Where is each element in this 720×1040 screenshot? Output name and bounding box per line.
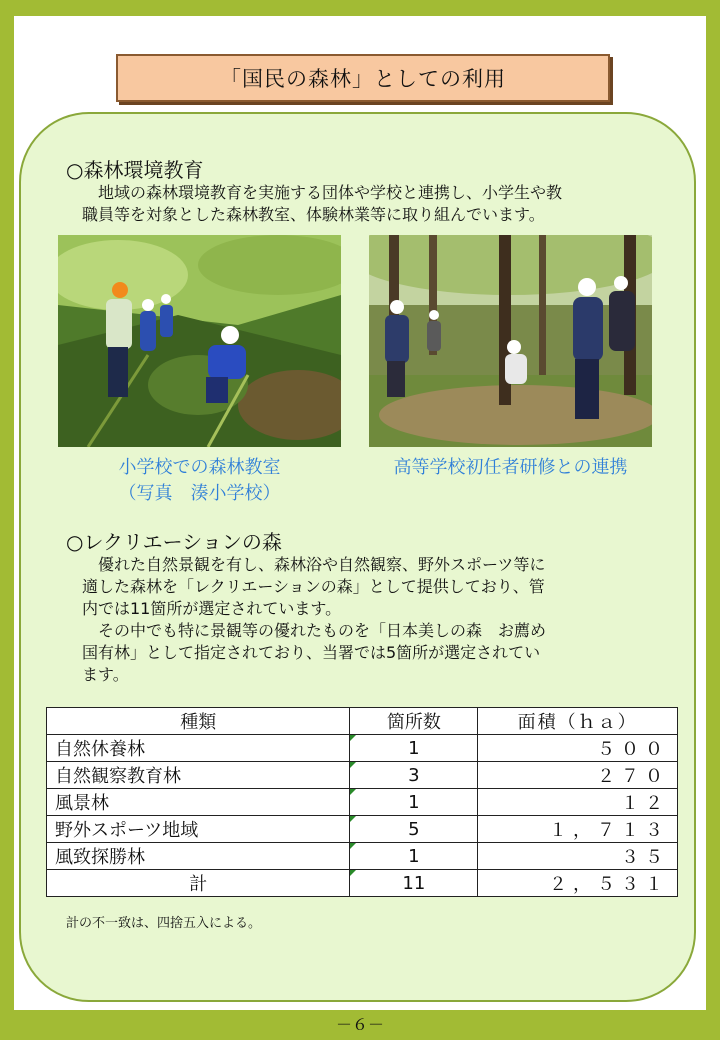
cell-type: 風致探勝林 [47,843,350,870]
cell-count-value: 1 [408,791,420,813]
cell-type: 自然観察教育林 [47,762,350,789]
page-number: －６－ [335,1015,384,1034]
section2-line4: その中でも特に景観等の優れたものを「日本美しの森 お薦め [98,621,547,640]
table-row [47,762,678,789]
cell-count [350,870,478,897]
cell-type: 野外スポーツ地域 [47,816,350,843]
cell-count [350,843,478,870]
table-row [47,816,678,843]
section2-line3: 内では11箇所が選定されています。 [82,599,342,618]
photo-caption-line1: 高等学校初任者研修との連携 [393,457,628,478]
section1-text-line1: 地域の森林環境教育を実施する団体や学校と連携し、小学生や教 [98,183,563,202]
section2-line1: 優れた自然景観を有し、森林浴や自然観察、野外スポーツ等に [98,555,546,574]
photo-teacher-training [369,235,652,447]
cell-count-value: 11 [402,872,426,894]
photo-caption-line1: 小学校での森林教室 [118,457,281,478]
section2-line5: 国有林」として指定されており、当署では5箇所が選定されてい [82,643,541,662]
recreation-forest-table [46,707,678,897]
cell-count-value: 3 [408,764,420,786]
photo-forest-class [58,235,341,447]
table-row [47,735,678,762]
table-header-row [47,708,678,735]
table-row [47,789,678,816]
section2-line2: 適した森林を「レクリエーションの森」として提供しており、管 [82,577,545,596]
cell-area: ２，５３１ [478,870,678,897]
cell-type: 自然休養林 [47,735,350,762]
cell-count [350,762,478,789]
section-heading-recreation-forest: ○レクリエーションの森 [66,530,282,554]
header-type: 種類 [47,708,350,735]
cell-count-value: 5 [408,818,420,840]
cell-count [350,735,478,762]
cell-area: ５００ [478,735,678,762]
cell-total-label: 計 [47,870,350,897]
photo-caption-forest-class [58,455,341,507]
photo-caption-teacher-training [362,455,659,481]
cell-count-value: 1 [408,737,420,759]
cell-area: ２７０ [478,762,678,789]
table-footnote: 計の不一致は、四捨五入による。 [66,916,262,931]
header-area: 面積（ｈａ） [478,708,678,735]
cell-area: ３５ [478,843,678,870]
cell-count-value: 1 [408,845,420,867]
header-count: 箇所数 [350,708,478,735]
page-title: 「国民の森林」としての利用 [116,54,610,102]
section1-text-line2: 職員等を対象とした森林教室、体験林業等に取り組んでいます。 [82,205,545,224]
table-row [47,843,678,870]
cell-type: 風景林 [47,789,350,816]
cell-count [350,789,478,816]
cell-area: １，７１３ [478,816,678,843]
section-heading-environment-education: ○森林環境教育 [66,158,204,182]
table-total-row [47,870,678,897]
section2-line6: ます。 [82,665,129,684]
cell-area: １２ [478,789,678,816]
photo-caption-line2: （写真 湊小学校） [118,483,281,504]
cell-count [350,816,478,843]
